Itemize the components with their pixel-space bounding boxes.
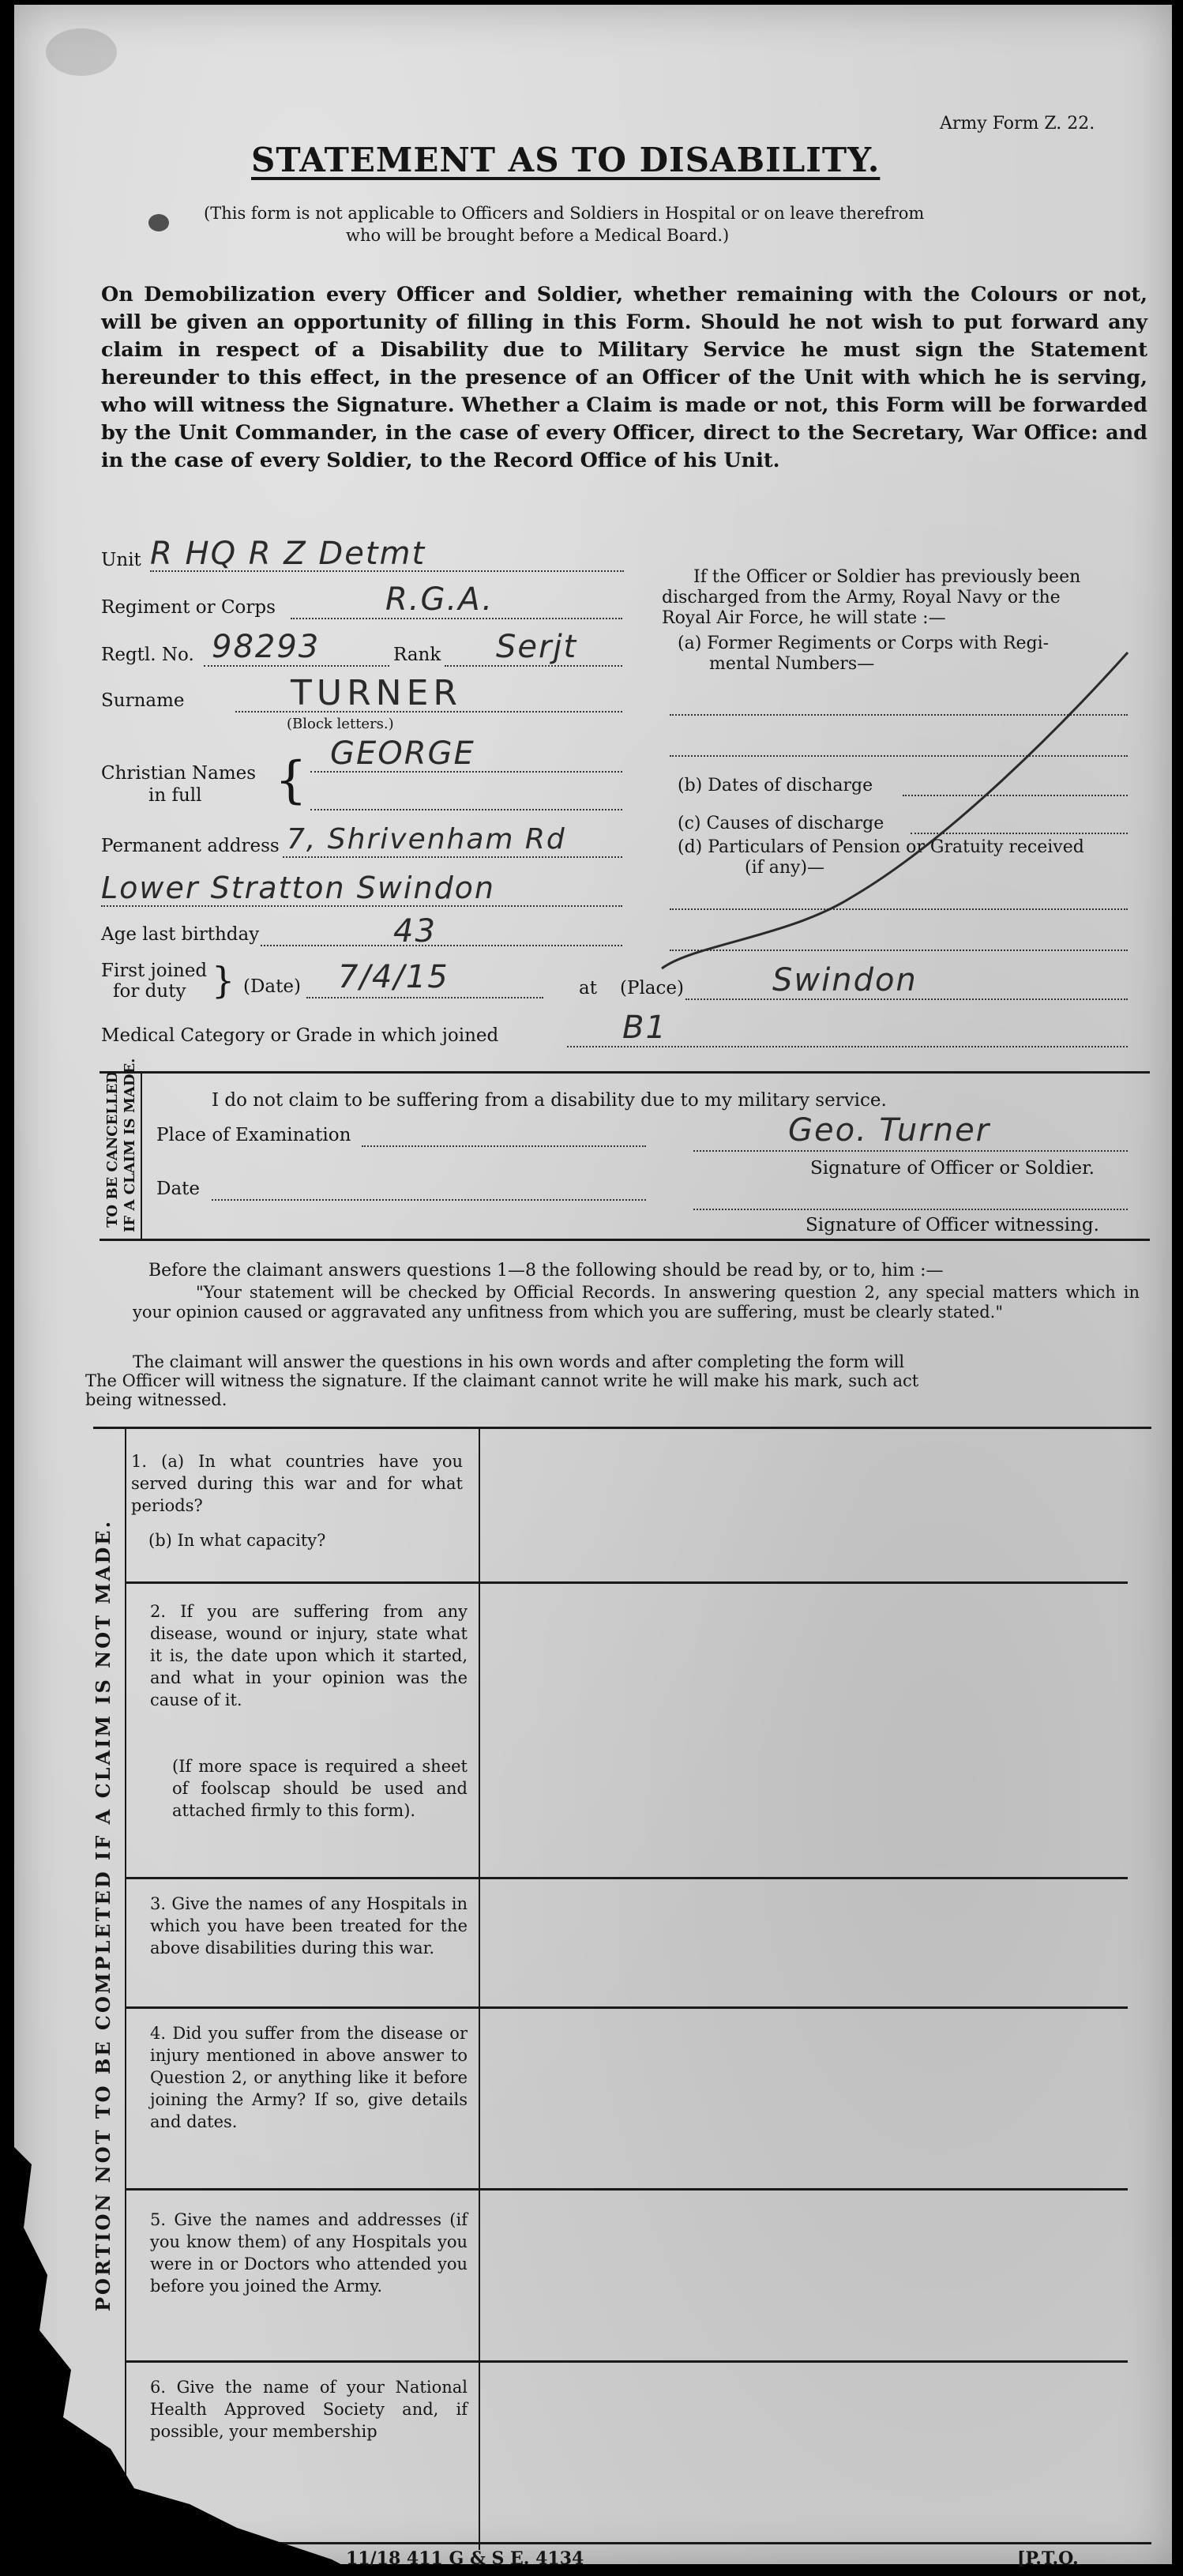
address-line-2 [101,905,622,907]
date-value: 7/4/15 [338,959,449,995]
medical-value: B1 [622,1010,667,1046]
rank-label: Rank [393,645,441,665]
regtl-no-label: Regtl. No. [101,645,194,665]
first-joined-label-1: First joined [101,961,208,981]
witness-line [693,1209,1128,1210]
medical-line [567,1046,1128,1047]
question-4: 4. Did you suffer from the disease or injury mentioned in above answer to Question 2, or anything like it before joining the Army? If so, give details and dates. [150,2024,468,2131]
christian-names-label-1: Christian Names [101,763,257,784]
no-claim-statement: I do not claim to be suffering from a disability due to my military service. [212,1090,887,1111]
question-1: 1. (a) In what countries have you served during this war and for what periods? [131,1452,463,1515]
table-side-label: PORTION NOT TO BE COMPLETED IF A CLAIM IS NOT MADE. [92,1519,115,2311]
unit-label: Unit [101,550,141,570]
cancel-side-label-2: IF A CLAIM IS MADE. [122,1058,138,1232]
unit-value: R HQ R Z Detmt [150,536,426,572]
rank-value: Serjt [496,629,578,665]
prev-service-d-1: (d) Particulars of Pension or Gratuity received [678,837,1084,857]
cancel-side-divider [141,1073,142,1239]
christian-names-value: GEORGE [330,735,475,772]
place-label: (Place) [620,978,684,998]
instructions-line5: being witnessed. [85,1390,227,1409]
instructions-line3: The claimant will answer the questions in his own words and after completing the form will [133,1352,905,1371]
torn-corner [0,2133,363,2576]
christian-line-2 [310,809,622,810]
regtl-no-line [204,665,389,667]
first-joined-brace: } [212,959,235,1002]
question-2: 2. If you are suffering from any disease, wound or injury, state what it is, the date upon which it started, and what in your opinion was the cause of it. [150,1602,468,1709]
regiment-line [291,618,622,619]
age-line [261,945,622,946]
prev-service-b: (b) Dates of discharge [678,776,873,795]
exam-place-line [362,1145,646,1147]
question-6: 6. Give the name of your National Health Approved Society and, if possible, your membership [150,2378,468,2441]
prev-service-c: (c) Causes of discharge [678,814,884,833]
form-number: Army Form Z. 22. [940,114,1095,134]
please-turn-over: [P.T.O. [1017,2548,1079,2569]
row-rule-3 [125,2006,1128,2009]
row-rule-2 [125,1877,1128,1879]
section-rule-bottom [100,1239,1150,1241]
place-value: Swindon [772,962,918,998]
exam-date-line [212,1199,646,1201]
table-column-divider [479,1428,480,2550]
exam-place-label: Place of Examination [156,1125,351,1145]
applicability-note-line2: who will be brought before a Medical Board.) [346,226,730,245]
address-value-2: Lower Stratton Swindon [101,871,496,905]
cancel-side-label-1: TO BE CANCELLED [104,1071,121,1228]
rank-line [445,665,622,667]
prev-service-a-2: mental Numbers— [709,654,875,674]
medical-label: Medical Category or Grade in which joined [101,1025,499,1046]
question-3: 3. Give the names of any Hospitals in which you have been treated for the above disabilities during this war. [150,1894,468,1957]
intro-paragraph [101,281,1147,475]
at-label: at [579,978,597,998]
prev-service-a-1: (a) Former Regiments or Corps with Regi- [678,634,1050,653]
surname-label: Surname [101,690,185,711]
regiment-value: R.G.A. [385,581,494,618]
date-line [306,997,543,998]
print-code: 11/18 411 G & S E. 4134 [346,2548,584,2569]
ink-stain [148,214,169,231]
instructions-line4: The Officer will witness the signature. If the claimant cannot write he will make his mark, such act [85,1371,919,1390]
page-title: STATEMENT AS TO DISABILITY. [251,141,881,179]
regtl-no-value: 98293 [212,629,321,665]
table-top-rule [93,1427,1151,1429]
address-label: Permanent address [101,836,280,856]
age-value: 43 [393,913,437,950]
signature-label: Signature of Officer or Soldier. [810,1158,1095,1179]
soldier-signature: Geo. Turner [788,1112,991,1149]
section-rule-top [100,1071,1150,1074]
intro-text: every Officer and Soldier, whether remaining with the Colours or not, will be given an opportunity of filling in this Form. Should he not wish to put forward any claim in respect of a Disability due to Military Service he must sign the Statement hereunder to this effect, in the presence of an Officer of the Unit with which he is serving, who will witness the Signature. Whether a Claim is made or not, this Form will be forwarded by the Unit Commander, in the case of every Officer, direct to the Secretary, War Office: and in the case of every Soldier, to the Record Office of his Unit. [101,283,1147,472]
surname-value: TURNER [291,673,462,713]
regiment-label: Regiment or Corps [101,597,276,618]
first-joined-label-2: for duty [113,981,186,1002]
applicability-note-line1: (This form is not applicable to Officers and Soldiers in Hospital or on leave therefrom [204,204,925,223]
prev-service-d-2: (if any)— [745,858,825,878]
row-rule-1 [125,1581,1128,1584]
block-letters-note: (Block letters.) [287,716,394,732]
christian-names-label-2: in full [148,785,202,806]
signature-line [693,1150,1128,1152]
date-label: (Date) [243,976,301,997]
question-5: 5. Give the names and addresses (if you know them) of any Hospitals you were in or Doctors who attended you before you joined the Army. [150,2210,468,2296]
instructions-quote: "Your statement will be checked by Official Records. In answering question 2, any special matters which in your opinion caused or aggravated any unfitness from which you are suffering, must be clearly stated." [133,1283,1140,1322]
prev-service-intro-1: If the Officer or Soldier has previously been [693,567,1081,587]
brace: { [275,751,307,810]
prev-service-intro-2: discharged from the Army, Royal Navy or the [662,588,1061,607]
witness-label: Signature of Officer witnessing. [806,1215,1099,1235]
question-1b: (b) In what capacity? [148,1531,326,1550]
instructions-line1: Before the claimant answers questions 1—8 the following should be read by, or to, him :— [148,1261,944,1280]
intro-lead: On Demobilization [101,283,316,306]
exam-date-label: Date [156,1179,201,1199]
question-2-note: (If more space is required a sheet of foolscap should be used and attached firmly to this form). [172,1757,468,1820]
address-value-1: 7, Shrivenham Rd [287,823,566,856]
prev-service-intro-3: Royal Air Force, he will state :— [662,608,946,628]
address-line-1 [283,856,622,858]
ink-stain [46,28,117,76]
age-label: Age last birthday [101,924,260,945]
cancellation-stroke [646,637,1151,1000]
